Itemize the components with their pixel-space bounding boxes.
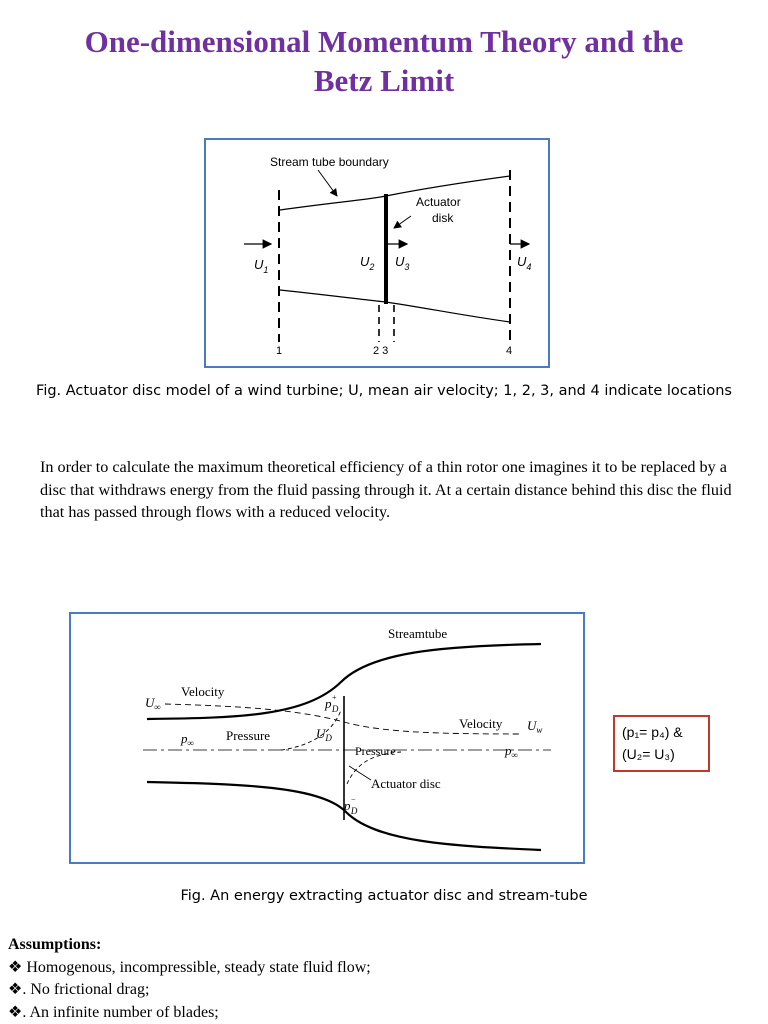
figure-1-caption: Fig. Actuator disc model of a wind turbine; U, mean air velocity; 1, 2, 3, and 4 indicate locations (36, 383, 732, 399)
u-w-label: $U_w$ (527, 718, 543, 735)
energy-extracting-disc-figure (69, 612, 585, 864)
assumption-item: ❖. An infinite number of blades; (8, 1003, 219, 1021)
p-infinity-left-label: $p_\infty$ (181, 731, 194, 748)
p-infinity-right-label: $p_\infty$ (505, 743, 518, 760)
stream-tube-upper (280, 176, 510, 210)
u-d-label: $U_D$ (316, 726, 332, 743)
assumption-item: ❖ Homogenous, incompressible, steady state fluid flow; (8, 958, 371, 976)
p-d-plus-label: p+ D (325, 693, 339, 714)
actuator-disc-leader (349, 766, 371, 780)
page-title (0, 22, 768, 100)
body-paragraph: In order to calculate the maximum theoretical efficiency of a thin rotor one imagines it to be replaced by a disc that withdraws energy from the fluid passing through it. At a certain distance behind this disc the fluid that has passed through flows with a reduced velocity. (40, 458, 732, 521)
location-4-label: 4 (506, 345, 513, 357)
pressure-curve (281, 710, 341, 750)
u2-label: $U_2$ (360, 254, 375, 272)
assumptions-heading: Assumptions: (8, 936, 102, 953)
pressure-right-label: Pressure (355, 744, 396, 758)
stream-tube-label: Stream tube boundary (270, 155, 389, 169)
actuator-label-2: disk (432, 211, 454, 225)
condition-line-1: (p₁= p₄) & (622, 724, 683, 740)
pressure-left-label: Pressure (226, 728, 271, 743)
p-d-minus-label: p− D (344, 795, 358, 816)
actuator-leader (394, 216, 411, 228)
actuator-disc-label: Actuator disc (371, 776, 441, 791)
page-title-line-1: One-dimensional Momentum Theory and the (84, 24, 684, 59)
stream-tube-lower (280, 290, 510, 322)
location-23-label: 2 3 (373, 345, 389, 357)
velocity-left-label: Velocity (181, 684, 225, 699)
assumptions-section (8, 934, 748, 1024)
streamtube-label: Streamtube (388, 626, 448, 641)
actuator-disc-figure (204, 138, 550, 368)
stream-tube-diagram (71, 614, 583, 862)
assumption-item: ❖. No frictional drag; (8, 981, 150, 998)
velocity-right-label: Velocity (459, 716, 503, 731)
stream-tube-leader (318, 170, 337, 196)
actuator-label-1: Actuator (416, 195, 461, 209)
actuator-disc-diagram (206, 140, 548, 366)
u3-label: $U_3$ (395, 254, 410, 272)
page-title-line-2: Betz Limit (313, 63, 455, 98)
condition-line-2: (U₂= U₃) (622, 746, 675, 762)
u-infinity-label: $U_\infty$ (145, 695, 161, 712)
condition-box (613, 715, 710, 772)
figure-2-caption: Fig. An energy extracting actuator disc and stream-tube (180, 888, 588, 904)
location-1-label: 1 (276, 345, 283, 357)
u4-label: $U_4$ (517, 254, 532, 272)
u1-label: $U_1$ (254, 257, 269, 275)
